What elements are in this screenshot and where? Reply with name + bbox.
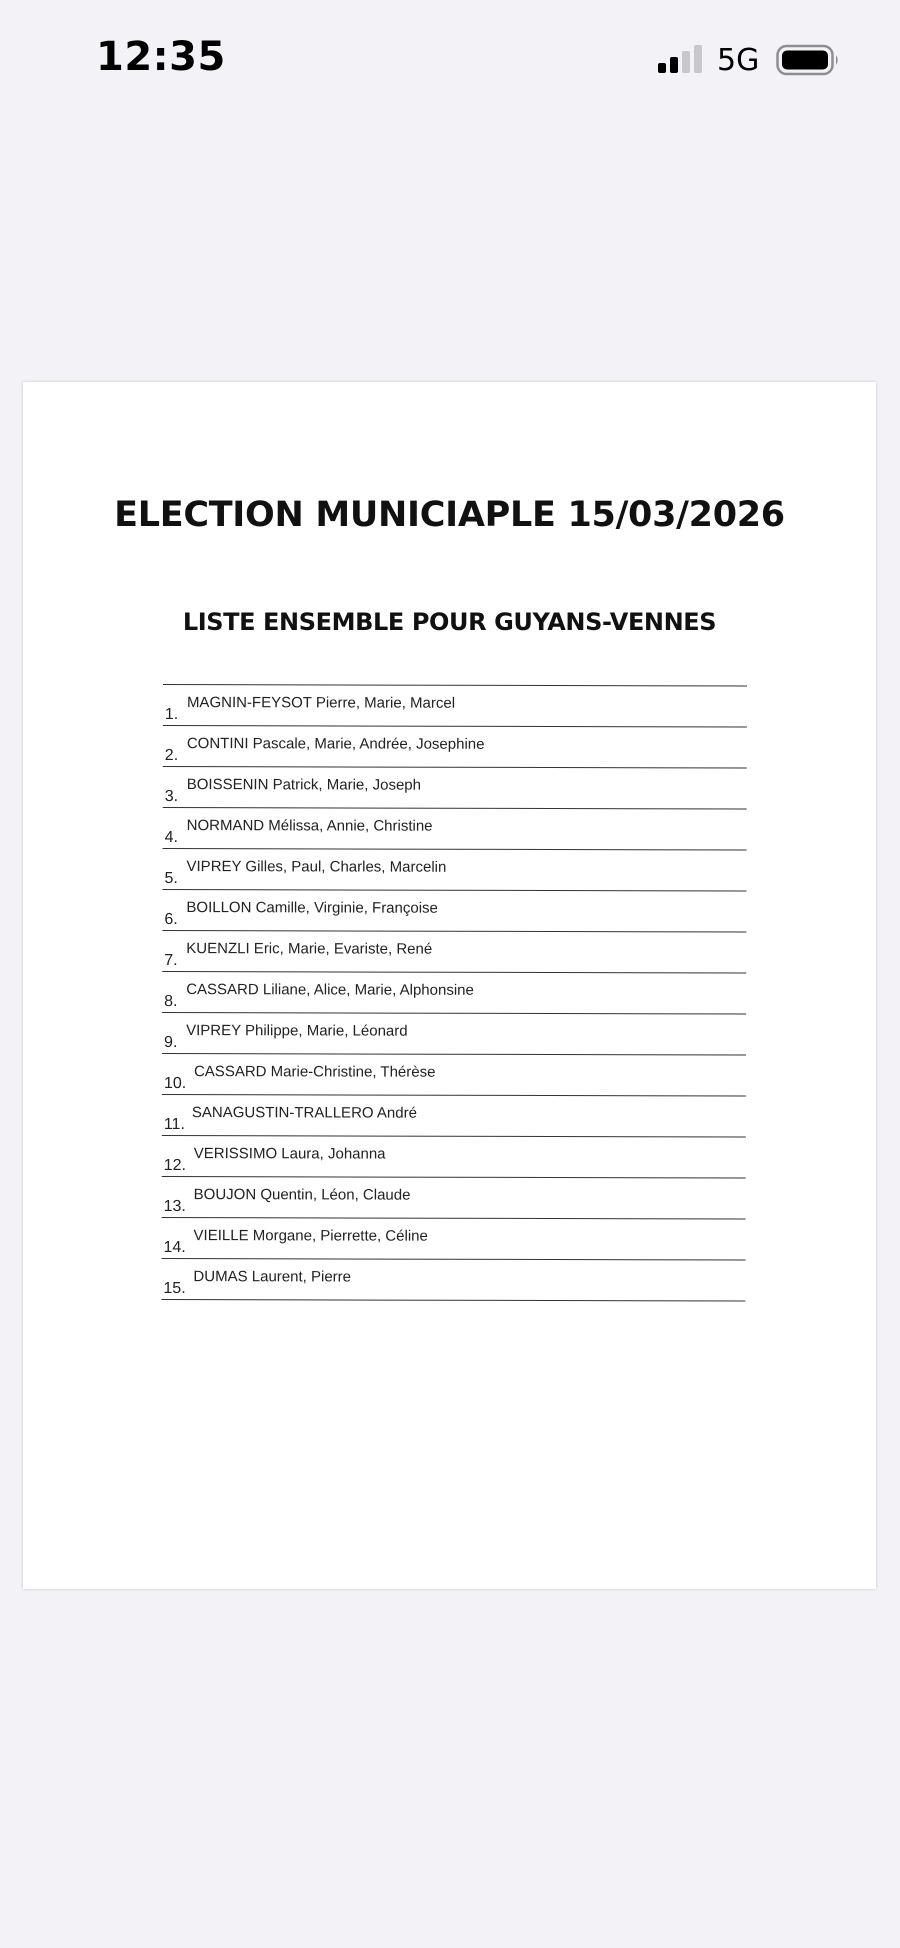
network-type-label: 5G [717, 43, 760, 78]
candidate-number: 12. [163, 1157, 187, 1175]
candidate-row [162, 972, 746, 1015]
document-page [23, 382, 876, 1589]
candidate-row [162, 849, 746, 892]
candidate-number: 7. [164, 952, 178, 970]
candidate-name: KUENZLI Eric, Marie, Evariste, René [186, 940, 433, 958]
candidate-row [162, 1136, 746, 1179]
candidate-row [162, 1177, 746, 1220]
candidate-number: 14. [163, 1239, 186, 1257]
candidate-number: 8. [164, 993, 178, 1011]
cellular-signal-icon [658, 44, 704, 74]
candidate-number: 10. [163, 1075, 187, 1093]
candidate-row [161, 1259, 745, 1302]
candidate-number: 2. [164, 747, 179, 765]
candidate-name: BOILLON Camille, Virginie, Françoise [186, 899, 438, 917]
candidate-name: VIPREY Gilles, Paul, Charles, Marcelin [186, 858, 447, 876]
candidate-name: CASSARD Liliane, Alice, Marie, Alphonsine [186, 981, 474, 999]
candidate-number: 1. [164, 706, 179, 724]
candidate-number: 3. [164, 788, 179, 806]
candidate-row [163, 685, 747, 728]
candidate-name: VIEILLE Morgane, Pierrette, Céline [193, 1227, 428, 1245]
candidate-name: NORMAND Mélissa, Annie, Christine [186, 817, 433, 835]
candidate-name: CASSARD Marie-Christine, Thérèse [193, 1063, 436, 1081]
candidate-number: 5. [164, 870, 178, 888]
candidate-name: DUMAS Laurent, Pierre [193, 1268, 352, 1286]
candidate-name: CONTINI Pascale, Marie, Andrée, Josephine [186, 735, 485, 753]
candidate-number: 4. [164, 829, 178, 847]
status-bar [0, 0, 900, 120]
candidate-name: BOUJON Quentin, Léon, Claude [193, 1186, 411, 1204]
candidate-row [162, 1095, 746, 1138]
candidate-row [163, 767, 747, 810]
battery-icon [776, 44, 840, 76]
candidate-name: VERISSIMO Laura, Johanna [193, 1145, 386, 1163]
candidate-name: MAGNIN-FEYSOT Pierre, Marie, Marcel [186, 694, 456, 712]
status-time: 12:35 [96, 34, 226, 80]
candidate-row [162, 1013, 746, 1056]
candidate-row [161, 1218, 745, 1261]
candidate-row [163, 808, 747, 851]
candidate-number: 9. [164, 1034, 178, 1052]
candidate-row [162, 931, 746, 974]
candidate-row [162, 1054, 746, 1097]
candidate-list [161, 684, 747, 1302]
candidate-number: 6. [164, 911, 178, 929]
candidate-row [163, 726, 747, 769]
candidate-name: SANAGUSTIN-TRALLERO André [191, 1104, 417, 1122]
candidate-row [162, 890, 746, 933]
document-subtitle: LISTE ENSEMBLE POUR GUYANS-VENNES [182, 608, 717, 636]
candidate-name: BOISSENIN Patrick, Marie, Joseph [186, 776, 422, 794]
candidate-number: 13. [163, 1198, 186, 1216]
candidate-number: 15. [163, 1280, 186, 1298]
candidate-name: VIPREY Philippe, Marie, Léonard [186, 1022, 408, 1040]
candidate-number: 11. [163, 1116, 185, 1134]
document-title: ELECTION MUNICIAPLE 15/03/2026 [114, 495, 785, 535]
